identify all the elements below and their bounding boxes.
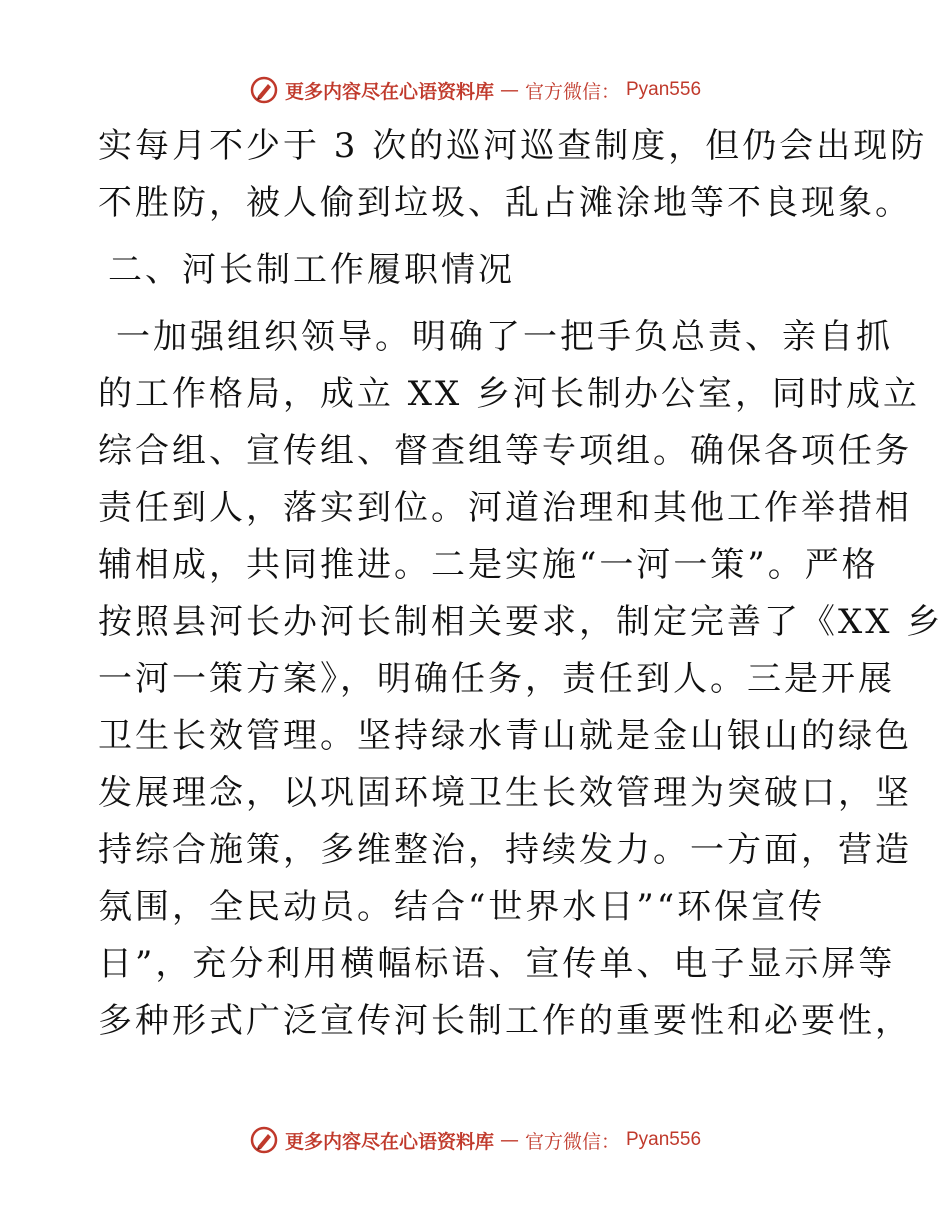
pen-circle-logo-icon (249, 75, 279, 105)
document-body (98, 118, 944, 1050)
text-line: 辅相成，共同推进。二是实施“一河一策”。严格 (98, 545, 879, 585)
header-watermark (0, 70, 950, 110)
footer-watermark (0, 1120, 950, 1160)
text-line: 一加强组织领导。明确了一把手负总责、亲自抓 (116, 317, 893, 357)
text-line: 的工作格局，成立 XX 乡河长制办公室，同时成立 (98, 374, 921, 414)
text-line: 按照县河长办河长制相关要求，制定完善了《XX 乡 (98, 602, 944, 642)
pen-circle-logo-icon (249, 1125, 279, 1155)
text-line: 持综合施策，多维整治，持续发力。一方面，营造 (98, 830, 912, 870)
text-line: 一河一策方案》，明确任务，责任到人。三是开展 (98, 659, 895, 699)
watermark-separator: — (499, 79, 519, 101)
text-line: 责任到人，落实到位。河道治理和其他工作举措相 (98, 488, 912, 528)
watermark-id: Pyan556 (626, 79, 702, 100)
text-line: 卫生长效管理。坚持绿水青山就是金山银山的绿色 (98, 716, 912, 756)
watermark-label: 官方微信： (524, 80, 620, 103)
watermark-brand: 更多内容尽在心语资料库 (284, 1130, 494, 1153)
text-line: 综合组、宣传组、督查组等专项组。确保各项任务 (98, 431, 912, 471)
text-line: 多种形式广泛宣传河长制工作的重要性和必要性， (98, 1001, 912, 1041)
text-line: 实每月不少于 3 次的巡河巡查制度，但仍会出现防 (98, 126, 928, 166)
section-heading: 二、河长制工作履职情况 (108, 250, 515, 290)
text-line: 氛围，全民动员。结合“世界水日”“环保宣传 (98, 887, 826, 927)
text-line: 发展理念，以巩固环境卫生长效管理为突破口，坚 (98, 773, 912, 813)
watermark-label: 官方微信： (524, 1130, 620, 1153)
watermark-id: Pyan556 (626, 1129, 702, 1150)
text-line: 不胜防，被人偷到垃圾、乱占滩涂地等不良现象。 (98, 183, 912, 223)
watermark-brand: 更多内容尽在心语资料库 (284, 80, 494, 103)
text-line: 日”，充分利用横幅标语、宣传单、电子显示屏等 (98, 944, 896, 984)
watermark-separator: — (499, 1129, 519, 1151)
